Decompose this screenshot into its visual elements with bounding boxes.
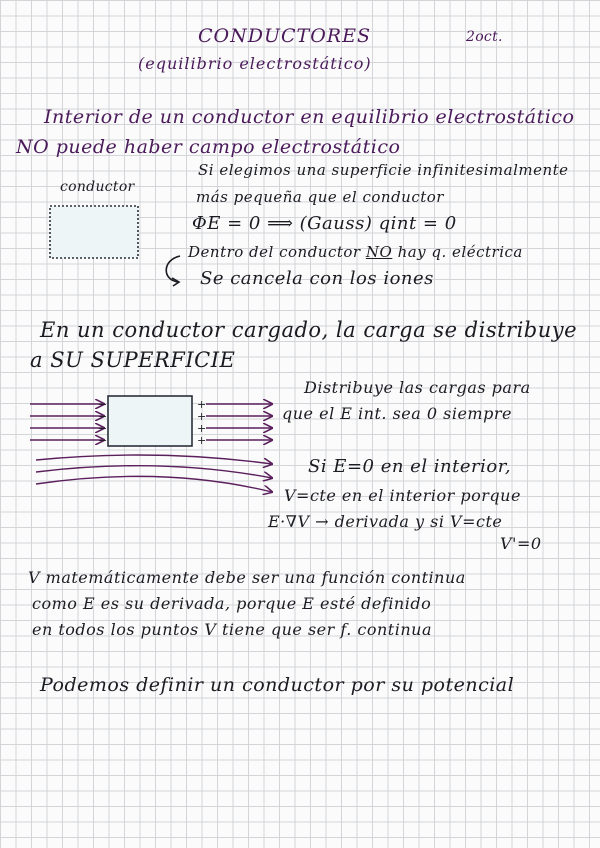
continuity-line2: como E es su derivada, porque E esté definido (32, 594, 432, 613)
conductor-label: conductor (60, 179, 135, 195)
negative-charge: − (98, 410, 108, 423)
potential-constant-line: V=cte en el interior porque (284, 486, 521, 505)
section1-heading-line1: Interior de un conductor en equilibrio electrostático (44, 106, 575, 128)
section2-heading-line1: En un conductor cargado, la carga se distribuye (40, 318, 578, 342)
positive-charge: + (197, 422, 207, 435)
inside-prefix: Dentro del conductor (188, 243, 366, 261)
inside-suffix: hay q. eléctrica (392, 243, 523, 261)
positive-charge: + (197, 398, 207, 411)
positive-charge: + (197, 410, 207, 423)
section2-heading-line2: a SU SUPERFICIE (30, 348, 236, 372)
continuity-line1: V matemáticamente debe ser una función continua (28, 568, 466, 587)
potential-definition: Podemos definir un conductor por su potencial (40, 674, 515, 696)
date-note: 2oct. (466, 29, 503, 45)
positive-charge: + (197, 434, 207, 447)
field-zero-line: Si E=0 en el interior, (308, 456, 512, 477)
surface-note-line2: más pequeña que el conductor (196, 188, 444, 206)
conductor-box (50, 206, 138, 258)
field-curve (36, 476, 272, 492)
derivative-zero: V'=0 (500, 534, 542, 553)
conductor-diagram (48, 204, 140, 260)
negative-charge: − (98, 434, 108, 447)
flux-equation: ΦE = 0 ⟹ (Gauss) qint = 0 (192, 213, 457, 234)
negative-charge: − (98, 398, 108, 411)
continuity-line3: en todos los puntos V tiene que ser f. continua (32, 620, 432, 639)
curved-arrow-icon (160, 252, 190, 292)
field-lines-diagram (28, 388, 288, 498)
surface-note-line1: Si elegimos una superficie infinitesimalmente (198, 161, 569, 179)
cancel-ions-line: Se cancela con los iones (200, 268, 434, 289)
negative-charge: − (98, 422, 108, 435)
page-subtitle: (equilibrio electrostático) (138, 54, 372, 73)
charged-conductor-box (108, 396, 192, 446)
inside-no-emphasis: NO (365, 243, 393, 261)
section1-heading-line2: NO puede haber campo electrostático (16, 136, 401, 158)
field-curve (36, 455, 272, 464)
page-title: CONDUCTORES (198, 25, 371, 47)
inside-charge-line (188, 245, 523, 260)
distribute-line1: Distribuye las cargas para (304, 378, 531, 397)
gradient-line: E·∇V → derivada y si V=cte (268, 512, 503, 531)
distribute-line2: que el E int. sea 0 siempre (282, 404, 512, 423)
